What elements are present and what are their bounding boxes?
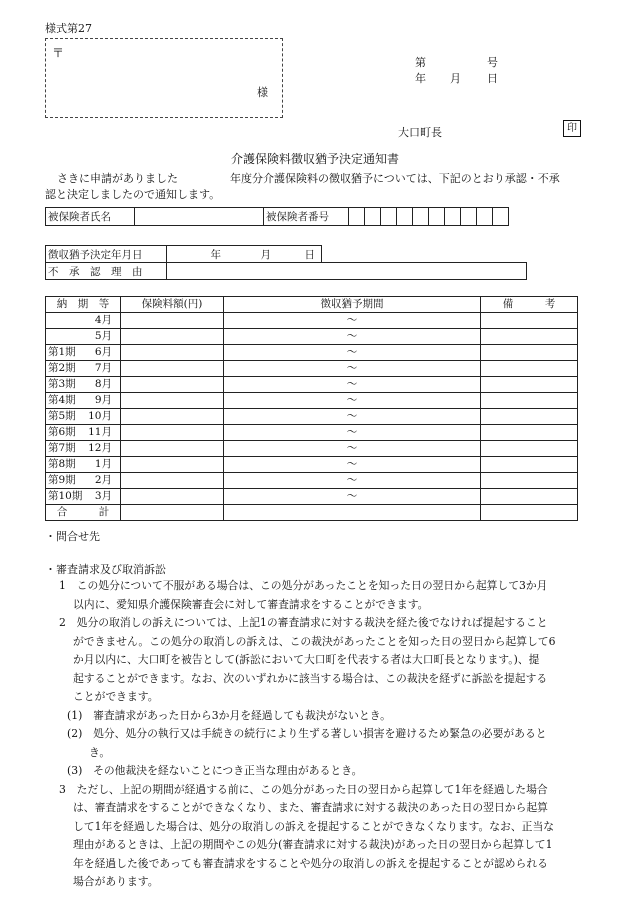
deferral-range[interactable]: ～ — [224, 361, 481, 377]
insured-number-digit[interactable] — [365, 208, 381, 226]
schedule-row — [46, 425, 578, 441]
seal-mark: 印 — [563, 120, 581, 137]
month-label: 11月 — [88, 426, 112, 438]
row-period — [46, 457, 121, 473]
row-period — [46, 345, 121, 361]
remarks-field[interactable] — [481, 473, 578, 489]
remarks-field[interactable] — [481, 441, 578, 457]
schedule-row — [46, 393, 578, 409]
insured-number-digit[interactable] — [381, 208, 397, 226]
deferral-range[interactable]: ～ — [224, 345, 481, 361]
month-label: 7月 — [94, 362, 112, 374]
note-3-line: 年を経過した後であっても審査請求をすることや処分の取消しの訴えを提起することが認められる — [73, 856, 548, 870]
schedule-total-row — [46, 505, 578, 521]
amount-field[interactable] — [121, 473, 224, 489]
row-period — [46, 313, 121, 329]
deferral-range[interactable]: ～ — [224, 425, 481, 441]
month-label: 12月 — [88, 442, 112, 454]
remarks-field[interactable] — [481, 489, 578, 505]
note-2-sub-3: (3) その他裁決を経ないことにつき正当な理由があるとき。 — [67, 764, 363, 777]
intro-part1: さきに申請がありました — [57, 172, 178, 185]
insured-number-digit[interactable] — [445, 208, 461, 226]
header-remarks: 備 考 — [481, 297, 578, 313]
month-label: 6月 — [94, 346, 112, 358]
contact-label: ・問合せ先 — [45, 530, 100, 543]
note-3-line: 場合があります。 — [73, 875, 159, 888]
document-title: 介護保険料徴収猶予決定通知書 — [230, 152, 399, 166]
period-label: 第1期 — [48, 346, 76, 358]
schedule-header-row — [46, 297, 578, 313]
deferral-range[interactable]: ～ — [224, 329, 481, 345]
deferral-range[interactable]: ～ — [224, 393, 481, 409]
intro-line2: 認と決定しましたので通知します。 — [45, 188, 221, 201]
deferral-range[interactable]: ～ — [224, 377, 481, 393]
note-2-line: ことができます。 — [73, 690, 159, 703]
period-label: 第8期 — [48, 458, 76, 470]
month-label: 5月 — [94, 330, 112, 342]
note-2-sub-2: (2) 処分、処分の執行又は手続きの続行により生ずる著しい損害を避けるため緊急の必要があると — [67, 727, 547, 740]
month-label: 2月 — [94, 474, 112, 486]
schedule-row — [46, 361, 578, 377]
note-3-line: は、審査請求をすることができなくなり、また、審査請求に対する裁決のあった日の翌日から起算 — [73, 801, 548, 814]
total-label: 合 計 — [46, 505, 121, 521]
remarks-field[interactable] — [481, 313, 578, 329]
note-2-sub-2-cont: き。 — [89, 745, 111, 759]
amount-field[interactable] — [121, 409, 224, 425]
deferral-range[interactable]: ～ — [224, 457, 481, 473]
period-label: 第9期 — [48, 474, 76, 486]
appeal-notes — [45, 577, 590, 892]
remarks-field[interactable] — [481, 377, 578, 393]
row-period — [46, 361, 121, 377]
period-label: 第3期 — [48, 378, 76, 390]
deferral-range[interactable]: ～ — [224, 313, 481, 329]
total-remarks-field — [481, 505, 578, 521]
schedule-row — [46, 313, 578, 329]
remarks-field[interactable] — [481, 457, 578, 473]
row-period — [46, 393, 121, 409]
deferral-range[interactable]: ～ — [224, 489, 481, 505]
decision-year: 年 — [210, 248, 221, 261]
row-period — [46, 489, 121, 505]
decision-day: 日 — [304, 248, 315, 261]
remarks-field[interactable] — [481, 409, 578, 425]
remarks-field[interactable] — [481, 329, 578, 345]
reject-reason-field[interactable] — [167, 263, 527, 280]
period-label: 第7期 — [48, 442, 76, 454]
note-1-line: 1 この処分について不服がある場合は、この処分があったことを知った日の翌日から起算して3か月 — [59, 579, 548, 592]
decision-table — [45, 245, 527, 280]
period-label: 第5期 — [48, 410, 76, 422]
period-label: 第10期 — [48, 490, 83, 502]
date-day: 日 — [487, 72, 498, 85]
amount-field[interactable] — [121, 441, 224, 457]
honorific: 様 — [257, 86, 268, 99]
amount-field[interactable] — [121, 329, 224, 345]
note-2-sub-1: (1) 審査請求があった日から3か月を経過しても裁決がないとき。 — [67, 708, 391, 722]
schedule-row — [46, 377, 578, 393]
note-3-line: して1年を経過した場合は、処分の取消しの訴えを提起することができなくなります。なお、正当な — [73, 819, 555, 833]
month-label: 8月 — [94, 378, 112, 390]
insured-number-digit[interactable] — [461, 208, 477, 226]
period-label: 第2期 — [48, 362, 76, 374]
decision-month: 月 — [260, 248, 271, 261]
amount-field[interactable] — [121, 425, 224, 441]
insured-number-digit[interactable] — [349, 208, 365, 226]
insured-name-label: 被保険者氏名 — [46, 208, 135, 226]
insured-number-digit[interactable] — [429, 208, 445, 226]
amount-field[interactable] — [121, 489, 224, 505]
header-period: 納 期 等 — [46, 297, 121, 313]
row-period — [46, 473, 121, 489]
insured-number-digit[interactable] — [493, 208, 509, 226]
row-period — [46, 409, 121, 425]
decision-date-label: 徴収猶予決定年月日 — [46, 246, 167, 263]
decision-date-field[interactable] — [167, 246, 322, 263]
note-1-line: 以内に、愛知県介護保険審査会に対して審査請求をすることができます。 — [73, 597, 429, 611]
header-amount: 保険料額(円) — [121, 297, 224, 313]
row-period — [46, 425, 121, 441]
month-label: 4月 — [94, 314, 112, 326]
remarks-field[interactable] — [481, 393, 578, 409]
amount-field[interactable] — [121, 313, 224, 329]
schedule-row — [46, 489, 578, 505]
intro-part2: 年度分介護保険料の徴収猶予については、下記のとおり承認・不承 — [230, 172, 560, 185]
note-2-line: ができません。この処分の取消しの訴えは、この裁決があったことを知った日の翌日から起算して6 — [73, 634, 556, 648]
deferral-range[interactable]: ～ — [224, 441, 481, 457]
address-box — [45, 38, 283, 118]
amount-field[interactable] — [121, 377, 224, 393]
schedule-row — [46, 473, 578, 489]
schedule-table — [45, 296, 578, 521]
note-3-line: 理由があるときは、上記の期間やこの処分(審査請求に対する裁決)があった日の翌日から起算して1 — [73, 838, 553, 851]
schedule-row — [46, 409, 578, 425]
amount-field[interactable] — [121, 361, 224, 377]
total-period-field — [224, 505, 481, 521]
intro-text — [45, 171, 585, 203]
doc-no-suffix: 号 — [487, 56, 498, 69]
header-deferral-period: 徴収猶予期間 — [224, 297, 481, 313]
deferral-range[interactable]: ～ — [224, 409, 481, 425]
month-label: 9月 — [94, 394, 112, 406]
total-amount-field[interactable] — [121, 505, 224, 521]
month-label: 10月 — [88, 410, 112, 422]
row-period — [46, 329, 121, 345]
amount-field[interactable] — [121, 393, 224, 409]
remarks-field[interactable] — [481, 345, 578, 361]
insured-number-digit[interactable] — [397, 208, 413, 226]
amount-field[interactable] — [121, 345, 224, 361]
month-label: 3月 — [94, 490, 112, 502]
row-period — [46, 377, 121, 393]
schedule-row — [46, 345, 578, 361]
schedule-row — [46, 329, 578, 345]
doc-no-prefix: 第 — [415, 56, 426, 69]
insured-number-label: 被保険者番号 — [264, 208, 349, 226]
insured-table — [45, 207, 509, 226]
remarks-field[interactable] — [481, 425, 578, 441]
appeal-heading: ・審査請求及び取消訴訟 — [45, 563, 166, 576]
reject-reason-label: 不 承 認 理 由 — [46, 263, 167, 280]
period-label: 第6期 — [48, 426, 76, 438]
postal-mark: 〒 — [52, 46, 65, 60]
row-period — [46, 441, 121, 457]
remarks-field[interactable] — [481, 361, 578, 377]
date-year: 年 — [415, 72, 426, 85]
insured-number-digit[interactable] — [477, 208, 493, 226]
schedule-row — [46, 457, 578, 473]
amount-field[interactable] — [121, 457, 224, 473]
note-2-line: 起することができます。なお、次のいずれかに該当する場合は、この裁決を経ずに訴訟を提起する — [73, 671, 548, 685]
note-3-line: 3 ただし、上記の期間が経過する前に、この処分があった日の翌日から起算して1年を経過した場合 — [59, 782, 548, 796]
date-month: 月 — [450, 72, 461, 85]
note-2-line: 2 処分の取消しの訴えについては、上記1の審査請求に対する裁決を経た後でなければ提起すること — [59, 616, 548, 629]
insured-number-digit[interactable] — [413, 208, 429, 226]
period-label: 第4期 — [48, 394, 76, 406]
issuer-name: 大口町長 — [398, 126, 442, 139]
note-2-line: か月以内に、大口町を被告として(訴訟において大口町を代表する者は大口町長となります。)、提 — [73, 653, 540, 666]
deferral-range[interactable]: ～ — [224, 473, 481, 489]
form-number: 様式第27 — [45, 22, 92, 35]
month-label: 1月 — [94, 458, 112, 470]
schedule-row — [46, 441, 578, 457]
insured-name-field[interactable] — [135, 208, 264, 226]
